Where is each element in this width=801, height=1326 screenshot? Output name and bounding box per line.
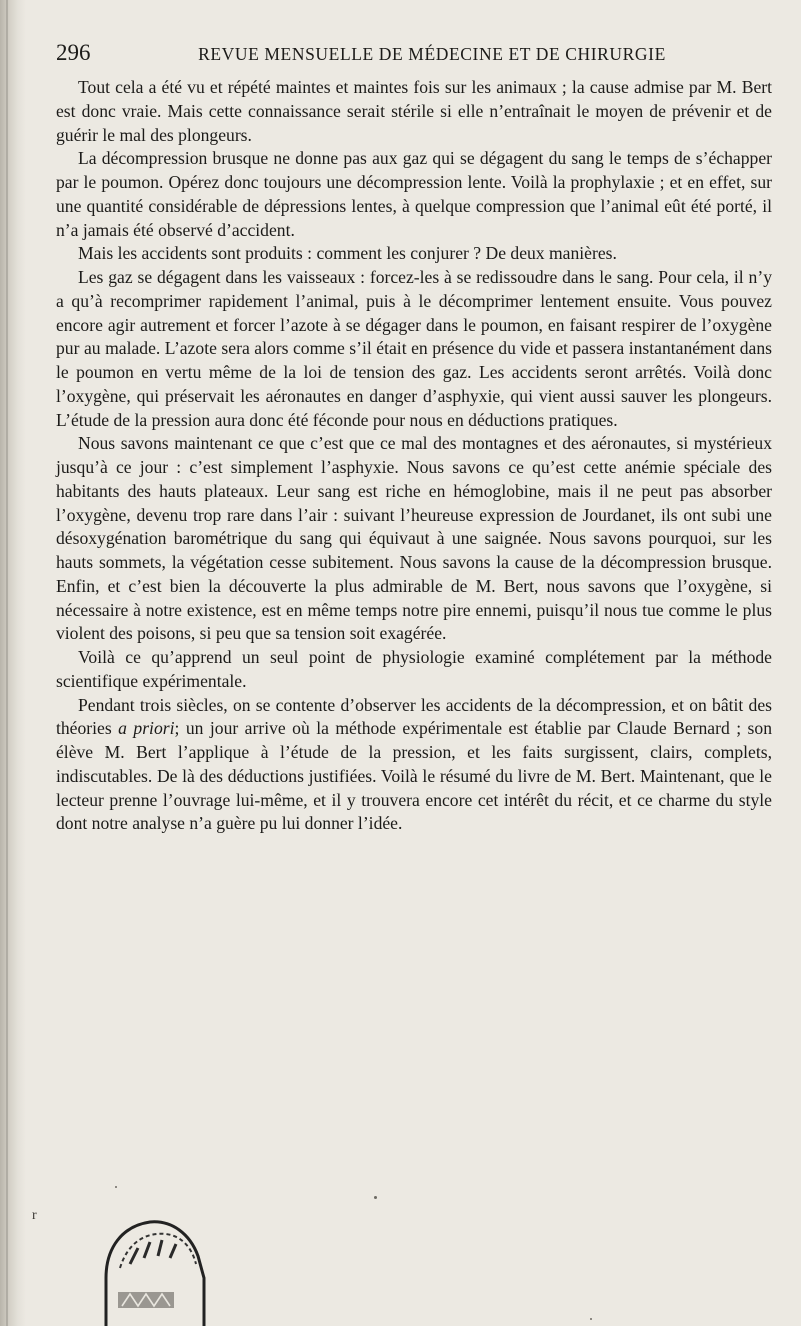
ink-speck: [115, 1186, 117, 1188]
ink-speck: [590, 1318, 592, 1320]
paragraph-7-italic: a priori: [118, 718, 175, 739]
paragraph-7-end: ; un jour arrive où la méthode expérimentale est établie par Claude Bernard ; son élève M. Bert l’applique à l’étude de la pression, et les faits surgissent, clairs, complets, indiscutables. De là des déductions justifiées. Voilà le résumé du livre de M. Bert. Maintenant, que le lecteur prenne l’ouvrage lui-même, et il y trouvera encore cet intérêt du récit, et ce charme du style dont notre analyse n’a guère pu lui donner l’idée.: [56, 718, 772, 834]
paragraph-3: Mais les accidents sont produits : comment les conjurer ? De deux manières.: [78, 243, 617, 264]
running-header: [56, 40, 772, 70]
binding-shadow: [0, 0, 26, 1326]
library-stamp-fragment: [100, 1208, 208, 1326]
paragraph-7: [56, 694, 772, 837]
paragraph-7-start: Pendant trois siècles, on se contente d’observer les accidents de la décompression, et on bâtit des théories: [56, 694, 772, 739]
paragraph-6: Voilà ce qu’apprend un seul point de physiologie examiné complétement par la méthode scientifique expérimentale.: [56, 647, 772, 691]
paragraph-1: Tout cela a été vu et répété maintes et maintes fois sur les animaux ; la cause admise par M. Bert est donc vraie. Mais cette connaissance serait stérile si elle n’entraînait le moyen de prévenir et de guérir le mal des plongeurs.: [56, 77, 772, 145]
article-body: [56, 76, 772, 836]
corner-mark: r: [32, 1208, 37, 1223]
journal-title: REVUE MENSUELLE DE MÉDECINE ET DE CHIRURGIE: [198, 44, 666, 64]
page-number: 296: [56, 40, 91, 65]
ink-speck: [374, 1196, 377, 1199]
paragraph-2: La décompression brusque ne donne pas aux gaz qui se dégagent du sang le temps de s’échapper par le poumon. Opérez donc toujours une décompression lente. Voilà la prophylaxie ; et en effet, sur une quantité considérable de dépressions lentes, à quelque compression que l’animal eût été porté, il n’a jamais été observé d’accident.: [56, 148, 772, 240]
paragraph-4: Les gaz se dégagent dans les vaisseaux : forcez-les à se redissoudre dans le sang. Pour cela, il n’y a qu’à recomprimer rapidement l’animal, puis à le décomprimer lentement ensuite. Vous pouvez encore agir autrement et forcer l’azote à se dégager dans le poumon, en faisant respirer de l’oxygène pur au malade. L’azote sera alors comme s’il était en présence du vide et passera instantanément dans le poumon en vertu même de la loi de tension des gaz. Les accidents seront arrêtés. Voilà donc l’oxygène, qui préservait les aéronautes en danger d’asphyxie, qui vient aussi sauver les plongeurs. L’étude de la pression aura donc été féconde pour nous en déductions pratiques.: [56, 267, 772, 430]
paragraph-5: Nous savons maintenant ce que c’est que ce mal des montagnes et des aéronautes, si mystérieux jusqu’à ce jour : c’est simplement l’asphyxie. Nous savons ce qu’est cette anémie spéciale des habitants des hauts plateaux. Leur sang est riche en hémoglobine, mais il ne peut pas absorber l’oxygène, devenu trop rare dans l’air : suivant l’heureuse expression de Jourdanet, ils ont subi une désoxygénation barométrique du sang qui équivaut à une saignée. Nous savons pourquoi, sur les hauts sommets, la végétation cesse subitement. Nous savons la cause de la décompression brusque. Enfin, et c’est bien la découverte la plus admirable de M. Bert, nous savons que l’oxygène, si nécessaire à notre existence, est en même temps notre pire ennemi, puisqu’il nous tue comme le plus violent des poisons, si peu que sa tension soit exagérée.: [56, 433, 772, 644]
binding-line: [6, 0, 8, 1326]
